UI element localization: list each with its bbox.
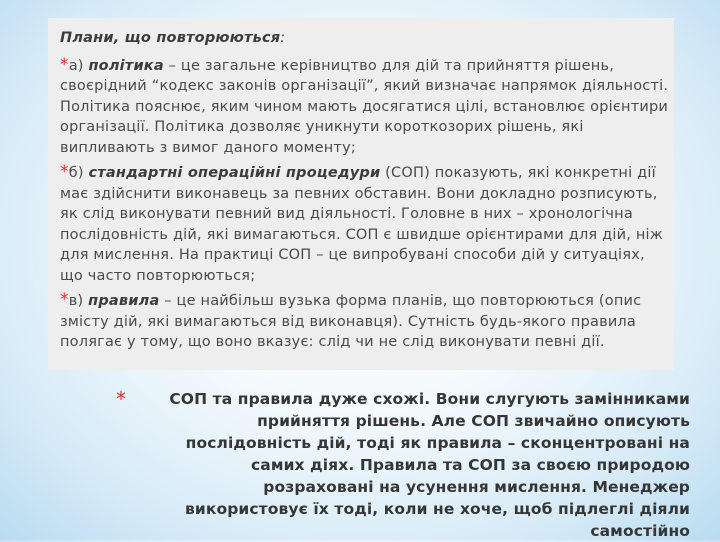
item-text: (СОП) показують, які конкретні дії має здійснити виконавець за певних обставин. Вони докладно розписують, як слід виконувати певний вид діяльності. Головне в них – хронологічна послідовність дій, які вимагаються. СОП є швидше орієнтирами для дій, ніж для мислення. На практиці СОП – це випробувані способи дій у ситуаціях, що часто повторюються; [60,165,664,284]
item-term: стандартні операційні процедури [88,165,381,181]
bullet-star-icon: * [60,290,69,310]
heading-title: Плани, що повторюються [60,30,281,46]
main-content [60,28,670,357]
heading-colon: : [280,30,286,46]
item-prefix: а) [68,57,84,74]
bottom-note [100,388,690,542]
item-term: правила [88,293,160,309]
list-item-rules [60,290,670,353]
item-text: – це загальне керівництво для дій та прийняття рішень, своєрідний “кодекс законів організації”, який визначає напрямок діяльності. Політика пояснює, яким чином мають досягатися цілі, встановлює орієнтири організації. Політика дозволяє уникнути короткозорих рішень, які випливають з вимог даного моменту; [60,57,669,156]
list-item-policy [60,55,670,159]
item-prefix: б) [68,165,84,181]
section-heading [60,28,670,49]
item-text: – це найбільш вузька форма планів, що повторюються (опис змісту дій, які вимагаються від виконавця). Сутність будь-якого правила полягає у тому, що воно вказує: слід чи не слід виконувати певні дії. [60,293,642,350]
bullet-star-icon: * [60,162,69,182]
item-term: політика [88,57,164,74]
item-prefix: в) [68,293,84,309]
list-item-sop [60,162,670,286]
bullet-star-icon: * [60,54,69,75]
bottom-note-text: СОП та правила дуже схожі. Вони слугують замінниками прийняття рішень. Але СОП звичайно описують послідовність дій, тоді як правила – сконцентровані на самих діях. Правила та СОП за своєю природою розраховані на усунення мислення. Менеджер використовує їх тоді, коли не хоче, щоб підлеглі діяли самостійно [169,390,690,540]
bottom-star-icon: * [116,387,127,411]
